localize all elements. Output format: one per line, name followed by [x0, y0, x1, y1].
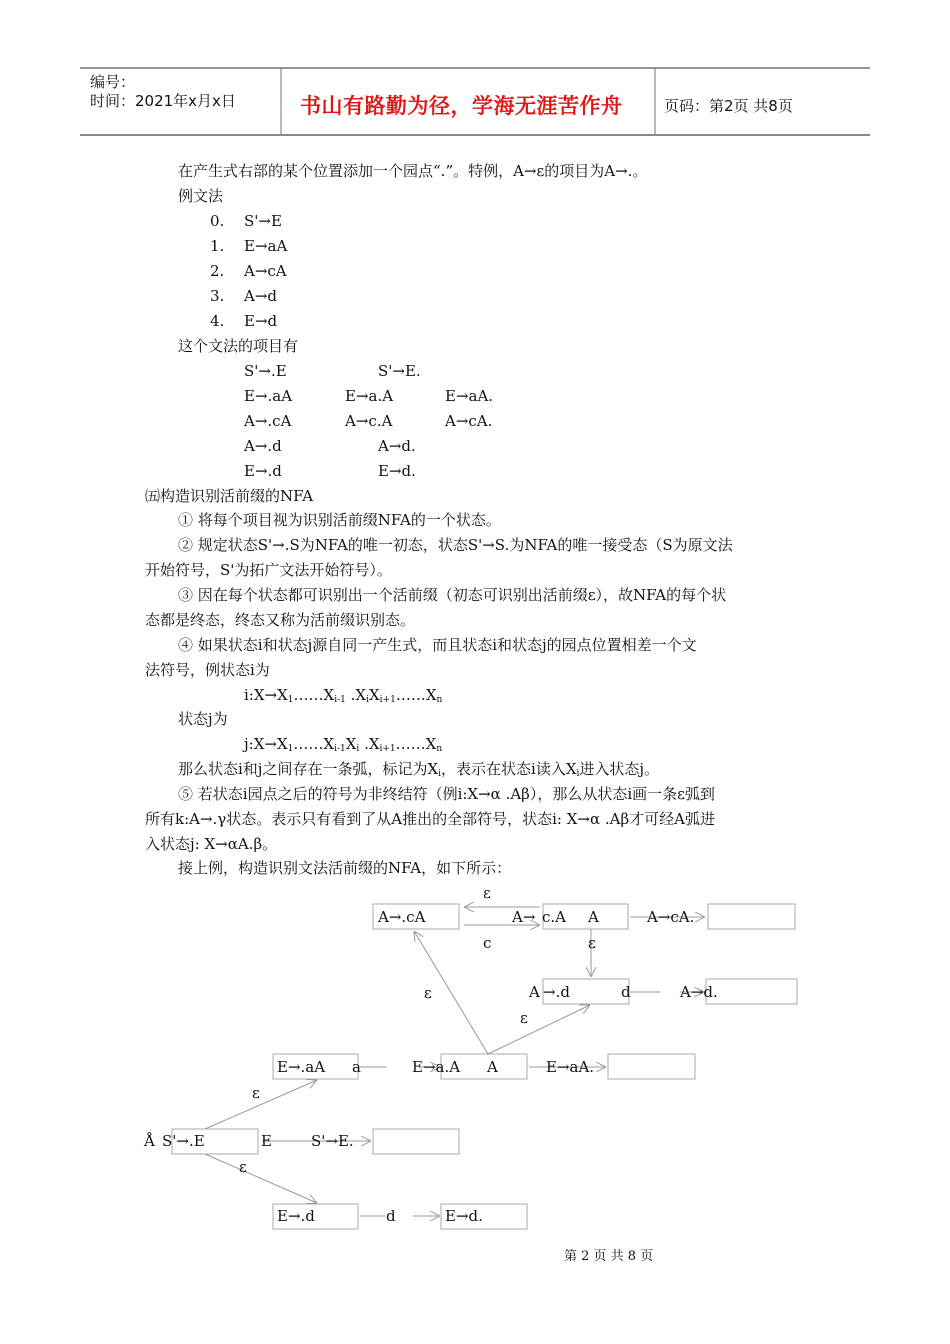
text-line: ① 将每个项目视为识别活前缀NFA的一个状态。	[178, 511, 501, 529]
formula-sub: i-1	[334, 695, 346, 705]
state-label: A→d.	[680, 983, 718, 1001]
transition-arrow	[488, 1005, 590, 1054]
grammar-production: E→d	[244, 312, 278, 330]
text-line: ④ 如果状态i和状态j源自同一产生式，而且状态i和状态j的园点位置相差一个文	[178, 636, 697, 654]
state-label: E→d.	[445, 1207, 483, 1225]
text-sub: i	[438, 769, 442, 779]
state-box	[273, 1204, 358, 1229]
doc-number-label: 编号：	[90, 73, 136, 91]
formula-part: ……X	[293, 686, 335, 704]
grammar-number: 1.	[210, 237, 225, 255]
state-label: E→.d	[277, 1207, 315, 1225]
grammar-production: S'→E	[244, 212, 282, 230]
lr-item: A→cA.	[445, 412, 493, 430]
state-label: A→	[512, 908, 536, 926]
grammar-production: A→d	[244, 287, 278, 305]
state-label: S'→E.	[311, 1132, 354, 1150]
lr-item: A→.cA	[244, 412, 292, 430]
arc-label: c	[483, 934, 492, 952]
state-label: c.A	[542, 908, 567, 926]
lr-item: E→d.	[378, 462, 416, 480]
formula-part: .X	[345, 686, 367, 704]
grammar-production: A→cA	[244, 262, 287, 280]
text-sub: i	[576, 769, 580, 779]
arc-label: d	[386, 1207, 396, 1225]
state-box	[172, 1129, 258, 1154]
arc-label: ε	[588, 934, 596, 952]
state-box	[543, 979, 629, 1004]
arc-label: d	[621, 983, 631, 1001]
formula-part: ……X	[293, 735, 335, 753]
arc-label: a	[352, 1058, 361, 1076]
text-line: 例文法	[178, 187, 224, 205]
formula-part: ……X	[395, 686, 437, 704]
text-line: 法符号，例状态i为	[145, 661, 270, 679]
header-page-label: 页码：第2页 共8页	[664, 97, 793, 115]
state-box	[273, 1054, 358, 1079]
text-line: 接上例，构造识别文法活前缀的NFA，如下所示：	[178, 859, 512, 877]
formula-sub: i+1	[379, 744, 396, 754]
state-box	[543, 904, 628, 929]
state-box	[373, 1129, 459, 1154]
state-label: S'→.E	[162, 1132, 205, 1150]
state-box	[708, 904, 795, 929]
formula-part: X	[345, 735, 357, 753]
grammar-number: 4.	[210, 312, 225, 330]
arc-label: E	[261, 1132, 272, 1150]
formula-sub: i	[366, 695, 369, 705]
formula-part: .X	[359, 735, 380, 753]
arc-label: A	[487, 1058, 498, 1076]
text-line: 入状态j: X→αA.β。	[145, 835, 278, 853]
text-line: 开始符号，S'为拓广文法开始符号）。	[145, 561, 392, 579]
grammar-production: E→aA	[244, 237, 288, 255]
formula-sub: n	[436, 744, 443, 754]
text-line: 所有k:A→.γ状态。表示只有看到了从A推出的全部符号，状态i: X→α .Aβ才可经A弧进	[145, 810, 715, 828]
transition-arrow	[205, 1080, 317, 1129]
state-label: A→cA.	[647, 908, 695, 926]
formula-sub: 1	[287, 695, 294, 705]
state-label: A	[529, 983, 540, 1001]
grammar-number: 0.	[210, 212, 225, 230]
arc-label: ε	[520, 1009, 528, 1027]
lr-item: E→aA.	[445, 387, 494, 405]
text-line	[178, 760, 659, 783]
text-line: 在产生式右部的某个位置添加一个园点“.”。特例，A→ε的项目为A→.。	[178, 162, 648, 180]
state-label: →.d	[543, 983, 570, 1001]
text-line: ③ 因在每个状态都可识别出一个活前缀（初态可识别出活前缀ε），故NFA的每个状	[178, 586, 727, 604]
formula-sub: 1	[287, 744, 294, 754]
text-line: ⑤ 若状态i园点之后的符号为非终结符（例i:X→α .Aβ），那么从状态i画一条ε弧到	[178, 785, 715, 803]
page-footer: 第 2 页 共 8 页	[564, 1249, 654, 1264]
text-line: 态都是终态，终态又称为活前缀识别态。	[145, 611, 416, 629]
header-motto: 书山有路勤为径，学海无涯苦作舟	[300, 94, 623, 118]
lr-item: A→d.	[378, 437, 416, 455]
grammar-number: 3.	[210, 287, 225, 305]
text-line: 这个文法的项目有	[178, 337, 299, 355]
state-label: E→.aA	[277, 1058, 326, 1076]
text-part: ，表示在状态i读入X	[441, 760, 577, 778]
formula-sub: i	[356, 744, 360, 754]
formula-part: i:X→X	[244, 686, 288, 704]
transition-arrow	[414, 931, 488, 1054]
lr-item: E→.d	[244, 462, 282, 480]
text-part: 那么状态i和j之间存在一条弧，标记为X	[178, 760, 439, 778]
arc-label: ε	[424, 984, 432, 1002]
arc-label: A	[588, 908, 599, 926]
text-line: 状态j为	[178, 710, 228, 728]
formula-part: j:X→X	[244, 735, 288, 753]
grammar-number: 2.	[210, 262, 225, 280]
lr-item: E→.aA	[244, 387, 293, 405]
section-heading: ㈤构造识别活前缀的NFA	[145, 487, 314, 505]
lr-item: A→c.A	[345, 412, 393, 430]
lr-item: E→a.A	[345, 387, 394, 405]
lr-item: S'→.E	[244, 362, 287, 380]
arc-label: ε	[483, 884, 491, 902]
formula-state-j	[244, 735, 442, 758]
formula-state-i	[244, 686, 442, 709]
state-box	[441, 1054, 527, 1079]
lr-item: A→.d	[244, 437, 282, 455]
formula-part: X	[368, 686, 380, 704]
state-box	[706, 979, 797, 1004]
formula-sub: n	[436, 695, 443, 705]
formula-sub: i-1	[334, 744, 346, 754]
arc-label: ε	[252, 1084, 260, 1102]
text-part: 进入状态j。	[579, 760, 660, 778]
lr-item: S'→E.	[378, 362, 421, 380]
state-box	[441, 1204, 527, 1229]
text-line: ② 规定状态S'→.S为NFA的唯一初态，状态S'→S.为NFA的唯一接受态（S为原文法	[178, 536, 733, 554]
state-label: E→aA.	[546, 1058, 595, 1076]
state-label: A→.cA	[378, 908, 426, 926]
state-label: E→a.A	[412, 1058, 461, 1076]
state-box	[373, 904, 459, 929]
start-marker: Å	[144, 1132, 155, 1150]
state-box	[608, 1054, 695, 1079]
arc-label: ε	[239, 1158, 247, 1176]
doc-date-label: 时间：2021年x月x日	[90, 92, 236, 110]
transition-arrow	[205, 1154, 317, 1203]
formula-part: ……X	[395, 735, 437, 753]
formula-sub: i+1	[379, 695, 396, 705]
